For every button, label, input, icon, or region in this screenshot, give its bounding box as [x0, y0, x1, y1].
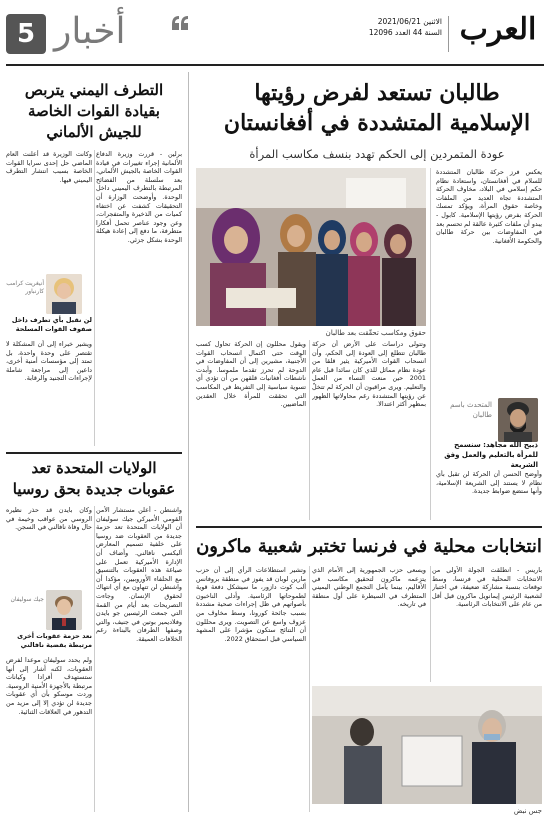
france-photo-caption: جس نبض [513, 807, 542, 815]
us-story-column-1: واشنطن - أعلن مستشار الأمن القومي الأميركي جيك سوليفان أن الولايات المتحدة تعد حزمة جديدة من العقوبات ضد روسيا على خلفية تسميم المعارض أليكسي نافالني. وأضاف أن الإدارة الأميركية تعمل على صياغة هذه العقوبات بالتنسيق مع الحلفاء الأوروبيين، مؤكدا أن واشنطن لن تتهاون مع أي انتهاك لحقوق الإنسان. وجاءت التصريحات بعد أيام من القمة التي جمعت الرئيسين جو بايدن وفلاديمير بوتين في جنيف، والتي وصفها الطرفان بالبناءة رغم الخلافات العميقة. [96, 506, 182, 643]
yemen-writer-photo [46, 274, 82, 314]
section-title: أخبار [54, 11, 126, 52]
yemen-story-column-1: برلين - قررت وزيرة الدفاع الألمانية إجراء تغييرات في قيادة القوات الخاصة بالجيش الألماني، بعد سلسلة من الفضائح المرتبطة بالتطرف اليميني داخل الوحدة. وأوضحت الوزارة أن التحقيقات كشفت عن اختفاء كميات من الذخيرة والمتفجرات، وعن وجود عناصر تحمل أفكارا متطرفة، ما دفع إلى إعادة هيكلة الوحدة بشكل جزئي. [96, 150, 182, 244]
spokesman-quote: ذبيح الله مجاهد: سنسمح للمرأة بالتعليم والعمل وفق الشريعة [444, 441, 538, 469]
column-divider [430, 566, 431, 682]
yemen-writer-label: أنيغريت كرامب كارنباور [6, 280, 44, 295]
main-story-column-3: ويقول محللون إن الحركة تحاول كسب الوقت حتى اكتمال انسحاب القوات الأجنبية، مشيرين إلى أن المفاوضات في الدوحة لم تحرز تقدما ملموسا. وأبدت ناشطات أفغانيات قلقهن من أن تؤدي أي تسوية سياسية إلى التفريط في المكاسب التي تحققت للمرأة خلال العقدين الماضيين. [196, 340, 306, 409]
main-photo [196, 168, 426, 326]
column-divider [94, 150, 95, 446]
yemen-headline: التطرف اليمني يتربص بقيادة القوات الخاصة للجيش الألماني [24, 81, 164, 141]
us-writer-quote: نعد حزمة عقوبات أخرى مرتبطة بقضية نافالني [17, 632, 92, 649]
yemen-story-column-2: وكانت الوزيرة قد أعلنت العام الماضي حل إحدى سرايا القوات الخاصة بسبب انتشار التطرف اليميني فيها. [6, 150, 92, 184]
spokesman-label: المتحدث باسم طالبان [450, 401, 492, 419]
us-headline: الولايات المتحدة تعد عقوبات جديدة بحق روسيا [12, 459, 176, 498]
main-story-column-2: وتتولى دراسات على الأرض أن حركة طالبان تتطلع إلى العودة إلى الحكم، وأن انسحاب القوات الأميركية يثير قلقا من عودة نظام مماثل للذي كان سائدا قبل عام 2001 حين منعت النساء من العمل والتعليم. ويرى مراقبون أن الحركة لم تتخلّ عن رؤيتها المتشددة رغم محاولاتها الظهور بمظهر أكثر اعتدالا. [312, 340, 426, 409]
women-meeting-photo [196, 168, 426, 326]
newspaper-logo: العرب [459, 12, 537, 47]
main-subhead: عودة المتمردين إلى الحكم تهدد بنسف مكاسب المرأة [249, 147, 505, 161]
main-story-column-4: وأوضح الحسن أن الحركة لن تقبل بأي نظام لا يستند إلى الشريعة الإسلامية، وأنها ستضع ضوابط جديدة. [436, 470, 542, 496]
france-story-column-1: باريس - انطلقت الجولة الأولى من الانتخابات المحلية في فرنسا، وسط توقعات بنسبة مشاركة ضعيفة، في اختبار لشعبية الرئيس إيمانويل ماكرون قبل أقل من عام على الانتخابات الرئاسية. [432, 566, 542, 609]
column-divider [309, 566, 310, 812]
issue-info [359, 16, 449, 52]
voter-photo [312, 686, 542, 804]
france-story-column-2: ويسعى حزب الجمهورية إلى الأمام الذي يتزعمه ماكرون لتحقيق مكاسب في الأقاليم، بينما يأمل التجمع الوطني اليميني المتطرف في السيطرة على أول منطقة في تاريخه. [312, 566, 426, 609]
us-story-column-3: ولم يحدد سوليفان موعدا لفرض العقوبات، لكنه أشار إلى أنها ستستهدف أفرادا وكيانات مرتبطة بالأجهزة الأمنية الروسية. وردت موسكو بأن أي عقوبات جديدة لن تؤدي إلا إلى مزيد من التدهور في العلاقات الثنائية. [6, 656, 92, 716]
france-photo [312, 686, 542, 804]
yemen-story-column-3: ويشير خبراء إلى أن المشكلة لا تقتصر على وحدة واحدة، بل تمتد إلى مؤسسات أمنية أخرى، داعين إلى مراجعة شاملة لإجراءات التجنيد والرقابة. [6, 340, 92, 383]
main-story-column-1: يعكس فرز حركة طالبان المتشددة للسلام في أفغانستان، واستعادة نظام حكم إسلامي في البلاد، مخاوف الحركة المتشددة تجاه العديد من الملفات وخاصة حقوق المرأة، ويؤكد تمسك الحركة بفرض رؤيتها الإسلامية. كابول - يبدو أن ملفات كثيرة عالقة لم تحسم بعد في المفاوضات بين حركة طالبان والحكومة الأفغانية. [436, 168, 542, 245]
issue-number: السنة 44 العدد 12096 [368, 28, 442, 37]
left-column-divider [188, 72, 189, 812]
yemen-writer-quote: لن نقبل بأي تطرف داخل صفوف القوات المسلحة [11, 316, 92, 333]
column-divider [430, 168, 431, 520]
column-divider [94, 506, 95, 812]
issue-date: الاثنين 2021/06/21 [377, 17, 442, 26]
us-writer-label: جيك سوليفان [10, 596, 44, 603]
masthead [6, 8, 544, 66]
us-writer-photo [46, 590, 82, 630]
france-headline: انتخابات محلية في فرنسا تختبر شعبية ماكرون [196, 536, 542, 557]
main-photo-caption: حقوق ومكاسب تحقّقت بعد طالبان [325, 329, 426, 337]
france-story-column-3: وتشير استطلاعات الرأي إلى أن حزب مارين لوبان قد يفوز في منطقة بروفانس ألب كوت دازور، ما سيشكل دفعة قوية لطموحاتها الرئاسية. وأدلى الناخبون بأصواتهم في ظل إجراءات صحية مشددة بسبب جائحة كورونا، وسط مخاوف من عزوف واسع عن التصويت. ويرى محللون أن النتائج ستكون مؤشرا على المشهد السياسي قبل استحقاق 2022. [196, 566, 306, 643]
us-story-column-2: وكان بايدن قد حذر نظيره الروسي من عواقب وخيمة في حال وفاة نافالني في السجن. [6, 506, 92, 532]
spokesman-photo [498, 398, 538, 442]
main-headline: طالبان تستعد لفرض رؤيتها الإسلامية المتشددة في أفغانستان [223, 80, 531, 136]
france-story-rule [196, 526, 542, 528]
column-divider [309, 340, 310, 520]
page-number: 5 [6, 14, 46, 54]
us-story-rule [6, 452, 182, 454]
